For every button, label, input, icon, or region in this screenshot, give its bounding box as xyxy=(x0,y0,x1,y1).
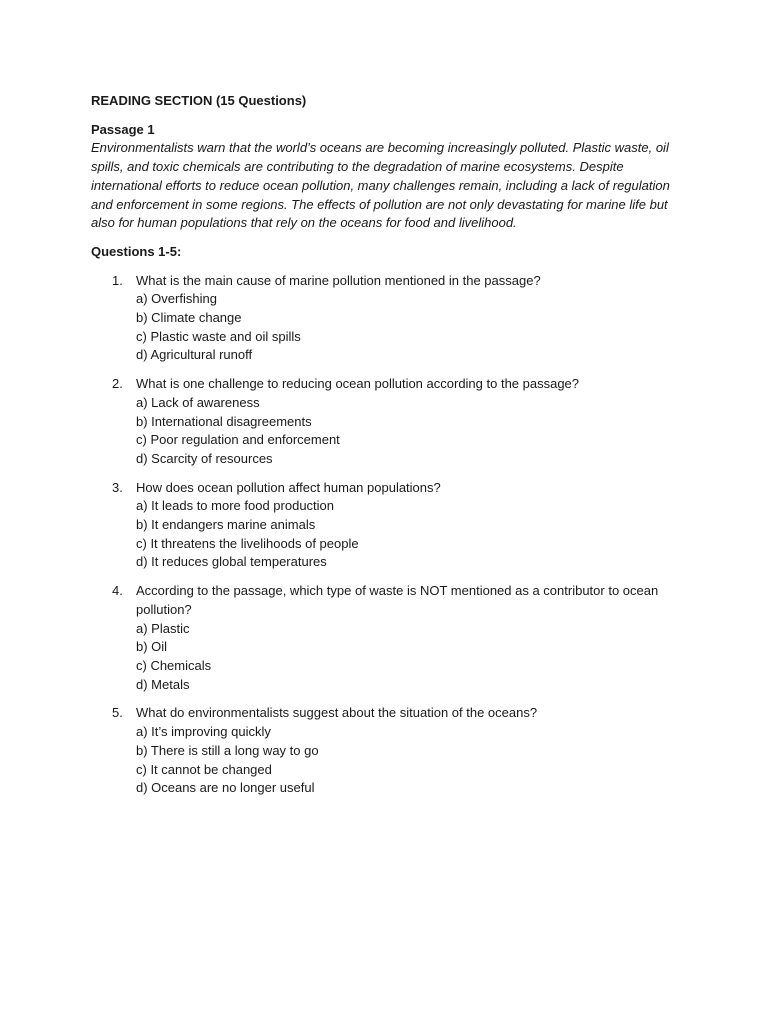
option-d: d) Scarcity of resources xyxy=(136,450,273,466)
question-number: 4. xyxy=(112,583,123,599)
document-page xyxy=(91,92,681,808)
question-number: 2. xyxy=(112,376,123,392)
option-d: d) Agricultural runoff xyxy=(136,347,253,363)
question-5 xyxy=(91,704,681,798)
option-a: a) It’s improving quickly xyxy=(136,724,271,740)
question-text: According to the passage, which type of waste is NOT mentioned as a contributor to ocean pollution? xyxy=(136,583,659,617)
question-list xyxy=(91,272,681,798)
question-1 xyxy=(91,272,681,366)
question-text: What do environmentalists suggest about the situation of the oceans? xyxy=(136,705,538,721)
option-b: b) Oil xyxy=(136,639,168,655)
question-2 xyxy=(91,375,681,469)
section-heading: READING SECTION (15 Questions) xyxy=(91,93,307,108)
question-4 xyxy=(91,582,681,694)
passage-title: Passage 1 xyxy=(91,121,155,137)
option-c: c) Poor regulation and enforcement xyxy=(136,432,340,448)
option-b: b) It endangers marine animals xyxy=(136,517,316,533)
questions-heading: Questions 1-5: xyxy=(91,243,182,259)
question-number: 5. xyxy=(112,705,123,721)
question-text: How does ocean pollution affect human populations? xyxy=(136,479,441,495)
question-text: What is one challenge to reducing ocean pollution according to the passage? xyxy=(136,376,580,392)
option-b: b) Climate change xyxy=(136,310,242,326)
option-d: d) It reduces global temperatures xyxy=(136,554,327,570)
option-d: d) Oceans are no longer useful xyxy=(136,780,315,796)
option-b: b) International disagreements xyxy=(136,413,312,429)
passage-text: Environmentalists warn that the world’s oceans are becoming increasingly polluted. Plastic waste, oil spills, and toxic chemicals are contributing to the degradation of marine ecosystems. Despite international efforts to reduce ocean pollution, many challenges remain, including a lack of regulation and enforcement in some regions. The effects of pollution are not only devastating for marine life but also for human populations that rely on the oceans for food and livelihood. xyxy=(91,140,670,231)
question-text: What is the main cause of marine pollution mentioned in the passage? xyxy=(136,272,541,288)
question-3 xyxy=(91,479,681,573)
option-a: a) Lack of awareness xyxy=(136,394,260,410)
option-c: c) It cannot be changed xyxy=(136,761,272,777)
option-a: a) Overfishing xyxy=(136,291,217,307)
question-number: 3. xyxy=(112,479,123,495)
option-c: c) It threatens the livelihoods of people xyxy=(136,535,359,551)
option-c: c) Plastic waste and oil spills xyxy=(136,328,301,344)
question-number: 1. xyxy=(112,272,123,288)
option-a: a) Plastic xyxy=(136,620,190,636)
option-c: c) Chemicals xyxy=(136,657,212,673)
option-d: d) Metals xyxy=(136,676,190,692)
option-a: a) It leads to more food production xyxy=(136,498,335,514)
option-b: b) There is still a long way to go xyxy=(136,742,319,758)
